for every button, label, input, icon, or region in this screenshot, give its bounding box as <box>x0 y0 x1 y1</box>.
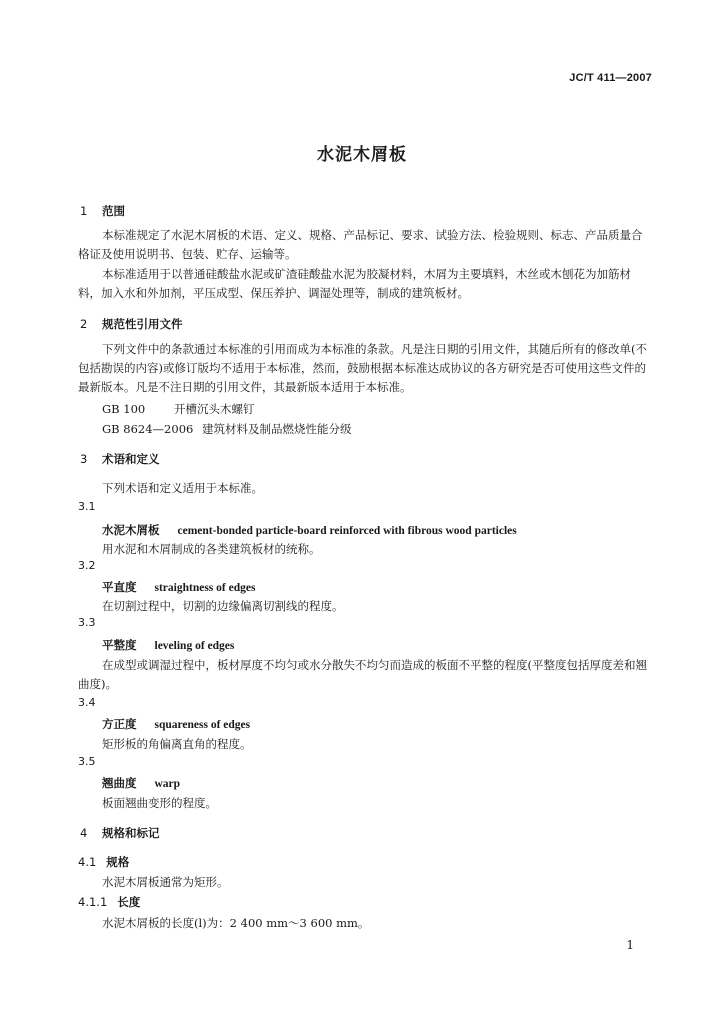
term-chinese: 水泥木屑板 <box>102 523 160 537</box>
term-chinese: 方正度 <box>102 717 137 731</box>
term-definition: 板面翘曲变形的程度。 <box>102 796 217 810</box>
section-2-heading <box>80 316 183 332</box>
standard-number: JC/T 411—2007 <box>569 72 652 84</box>
subsection-text: 水泥木屑板的长度(l)为：2 400 mm～3 600 mm。 <box>102 916 370 930</box>
section-1-heading <box>80 203 125 219</box>
scope-paragraph-2: 本标准适用于以普通硅酸盐水泥或矿渣硅酸盐水泥为胶凝材料，木屑为主要填料，木丝或木刨花为加筋材料，加入水和外加剂，平压成型、保压养护、调湿处理等，制成的建筑板材。 <box>78 267 631 300</box>
subsection-number: 4.1.1 <box>78 895 108 909</box>
terms-intro: 下列术语和定义适用于本标准。 <box>102 481 263 495</box>
section-title: 术语和定义 <box>102 452 160 466</box>
reference-title: 开槽沉头木螺钉 <box>174 402 255 416</box>
term-entry <box>102 775 180 791</box>
term-definition: 在成型或调湿过程中，板材厚度不均匀或水分散失不均匀而造成的板面不平整的程度(平整度包括厚度差和翘曲度)。 <box>78 658 647 691</box>
term-number: 3.3 <box>78 616 96 629</box>
term-number: 3.2 <box>78 559 96 572</box>
section-3-heading <box>80 451 160 467</box>
term-english: squareness of edges <box>154 719 251 731</box>
subsection-4-1-1 <box>78 894 140 910</box>
scope-paragraph-1: 本标准规定了水泥木屑板的术语、定义、规格、产品标记、要求、试验方法、检验规则、标志、产品质量合格证及使用说明书、包装、贮存、运输等。 <box>78 228 643 261</box>
term-english: warp <box>154 778 181 790</box>
term-chinese: 平整度 <box>102 638 137 652</box>
term-english: leveling of edges <box>154 640 235 652</box>
subsection-number: 4.1 <box>78 855 97 869</box>
subsection-title: 规格 <box>106 855 130 869</box>
reference-title: 建筑材料及制品燃烧性能分级 <box>202 422 352 436</box>
term-english: cement-bonded particle-board reinforced with fibrous wood particles <box>177 525 517 537</box>
section-4-heading <box>80 825 160 841</box>
term-number: 3.1 <box>78 500 96 513</box>
term-chinese: 平直度 <box>102 580 137 594</box>
normative-refs-paragraph: 下列文件中的条款通过本标准的引用而成为本标准的条款。凡是注日期的引用文件，其随后所有的修改单(不包括勘误的内容)或修订版均不适用于本标准，然而，鼓励根据本标准达成协议的各方研究是否可使用这些文件的最新版本。凡是不注日期的引用文件，其最新版本适用于本标准。 <box>78 342 647 394</box>
subsection-title: 长度 <box>117 895 141 909</box>
reference-code: GB 8624—2006 <box>102 422 194 436</box>
section-title: 规格和标记 <box>102 826 160 840</box>
term-entry <box>102 579 255 595</box>
term-number: 3.4 <box>78 696 96 709</box>
term-entry <box>102 716 250 732</box>
term-entry <box>102 522 517 538</box>
section-title: 规范性引用文件 <box>102 317 183 331</box>
reference-item <box>102 421 352 437</box>
reference-code: GB 100 <box>102 402 146 416</box>
term-definition: 矩形板的角偏离直角的程度。 <box>102 737 252 751</box>
term-number: 3.5 <box>78 755 96 768</box>
term-chinese: 翘曲度 <box>102 776 137 790</box>
term-english: straightness of edges <box>154 582 256 594</box>
section-number: 2 <box>80 317 88 331</box>
page-number: 1 <box>626 938 634 952</box>
section-number: 4 <box>80 826 88 840</box>
section-number: 1 <box>80 204 88 218</box>
section-title: 范围 <box>102 204 125 218</box>
section-number: 3 <box>80 452 88 466</box>
term-definition: 用水泥和木屑制成的各类建筑板材的统称。 <box>102 542 321 556</box>
subsection-text: 水泥木屑板通常为矩形。 <box>102 875 229 889</box>
subsection-4-1 <box>78 854 129 870</box>
term-definition: 在切割过程中，切割的边缘偏离切割线的程度。 <box>102 599 344 613</box>
term-entry <box>102 637 234 653</box>
document-title: 水泥木屑板 <box>317 145 407 165</box>
reference-item <box>102 401 255 417</box>
